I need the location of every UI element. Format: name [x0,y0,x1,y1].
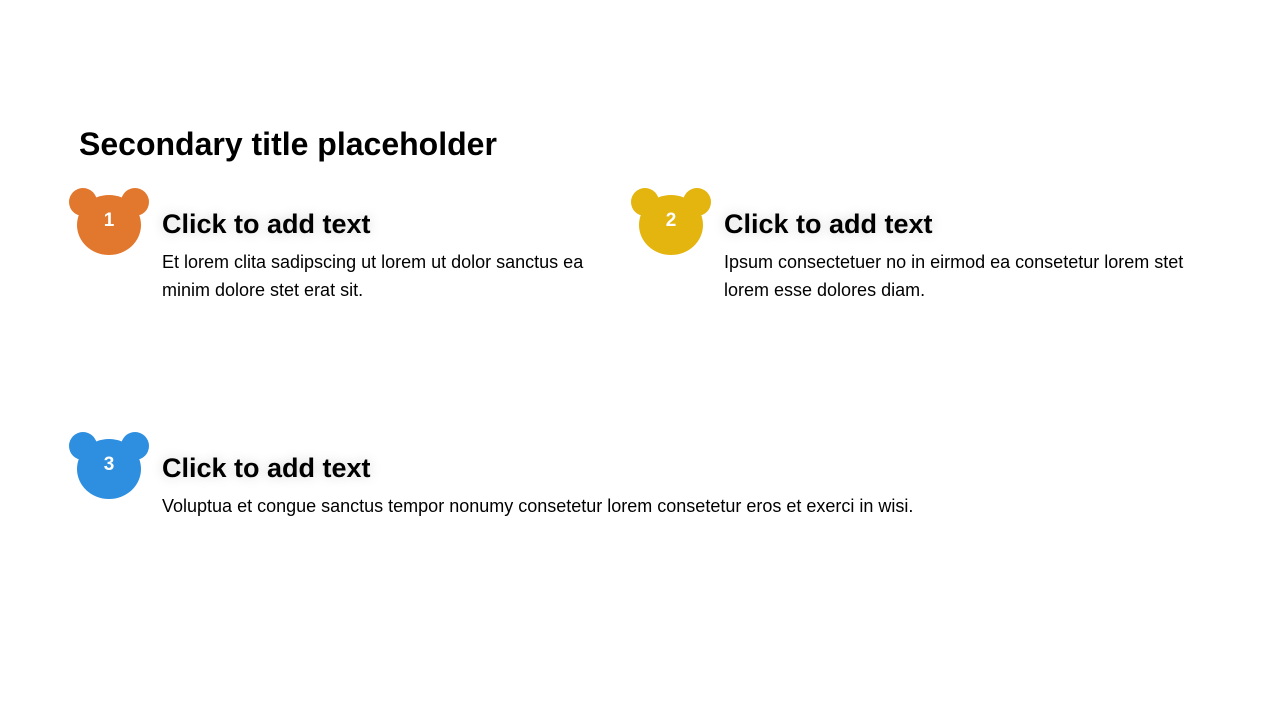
item-body-1[interactable]: Et lorem clita sadipscing ut lorem ut dolor sanctus ea minim dolore stet erat sit. [162,252,584,300]
bear-badge-1 [69,188,151,256]
item-body-2[interactable]: Ipsum consectetuer no in eirmod ea consetetur lorem stet lorem esse dolores diam. [724,252,1184,300]
item-heading-1[interactable]: Click to add text [162,209,371,239]
bear-number-2: 2 [665,210,677,231]
bear-number-1: 1 [103,210,115,231]
bear-number-3: 3 [103,454,115,475]
item-heading-3[interactable]: Click to add text [162,453,371,483]
item-body-3[interactable]: Voluptua et congue sanctus tempor nonumy consetetur lorem consetetur eros et exerci in wisi. [162,496,914,516]
item-heading-2[interactable]: Click to add text [724,209,933,239]
bear-badge-2 [631,188,713,256]
secondary-title[interactable]: Secondary title placeholder [79,126,497,162]
bear-badge-3 [69,432,151,500]
